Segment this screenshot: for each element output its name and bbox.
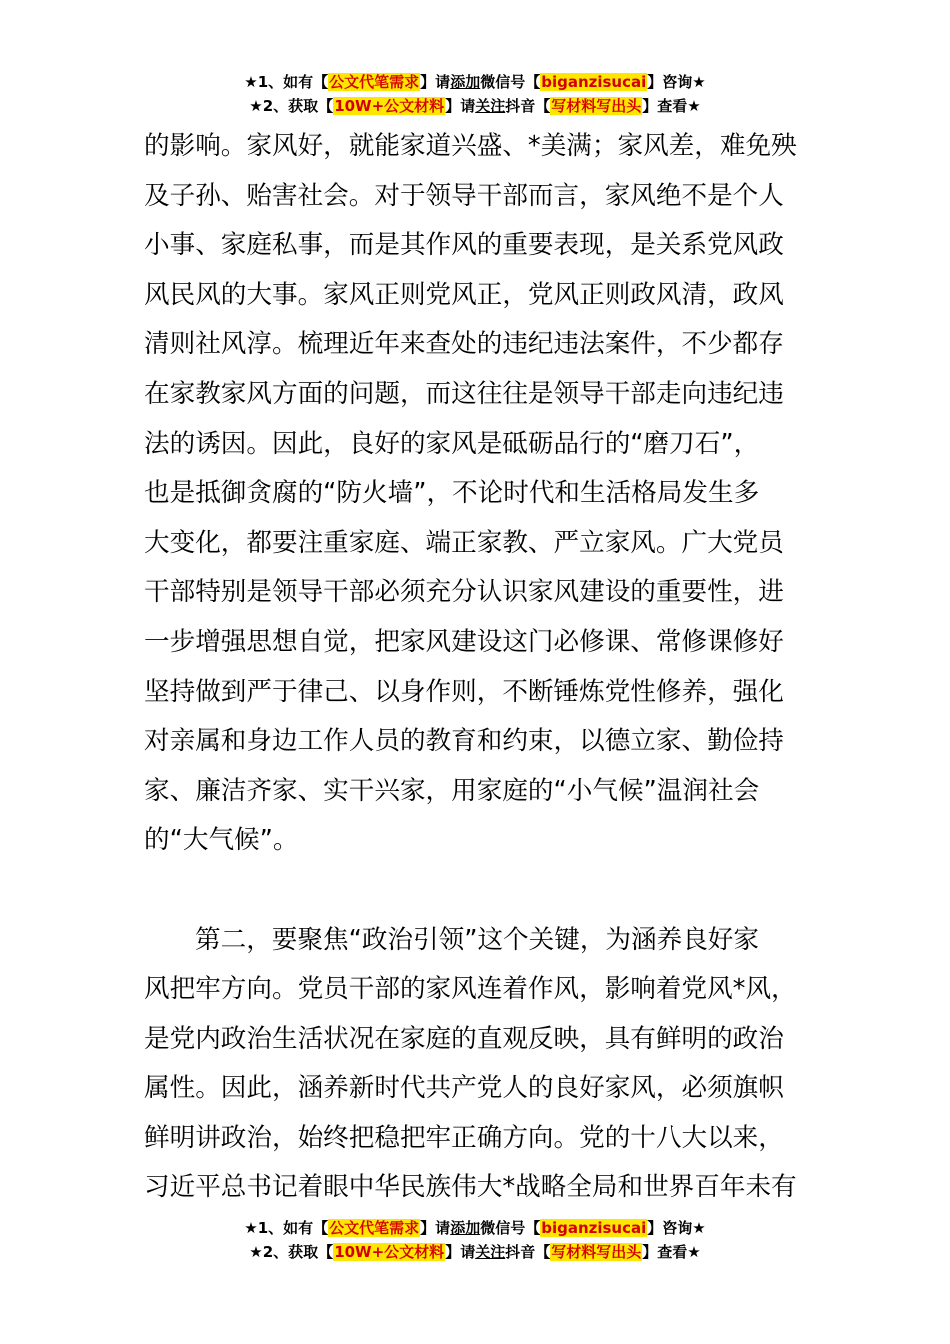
text-line: 在家教家风方面的问题，而这往往是领导干部走向违纪违 xyxy=(144,378,784,409)
text-line: 风民风的大事。家风正则党风正，党风正则政风清，政风 xyxy=(144,279,784,310)
text-line: 一步增强思想自觉，把家风建设这门必修课、常修课修好 xyxy=(144,626,784,657)
text-line: 及子孙、贻害社会。对于领导干部而言，家风绝不是个人 xyxy=(144,180,784,211)
paragraph-gap xyxy=(144,866,814,916)
text-line: 家、廉洁齐家、实干兴家，用家庭的“小气候”温润社会 xyxy=(144,775,760,806)
text-line: 清则社风淳。梳理近年来查处的违纪违法案件，不少都存 xyxy=(144,329,784,360)
banner-line-1: ★1、如有【公文代笔需求】请添加微信号【biganzisucai】咨询★ xyxy=(244,73,706,91)
text-line: 干部特别是领导干部必须充分认识家风建设的重要性，进 xyxy=(144,577,784,608)
text-line: 属性。因此，涵养新时代共产党人的良好家风，必须旗帜 xyxy=(144,1073,784,1104)
header-banner xyxy=(0,70,950,118)
banner-highlight: 公文代笔需求 xyxy=(329,73,420,91)
text-line: 的“大气候”。 xyxy=(144,825,299,856)
text-line: 小事、家庭私事，而是其作风的重要表现，是关系党风政 xyxy=(144,230,784,261)
banner-line-2: ★2、获取【10W+公文材料】请关注抖音【写材料写出头】查看★ xyxy=(249,1243,701,1261)
text-line: 风把牢方向。党员干部的家风连着作风，影响着党风*风， xyxy=(144,974,797,1005)
text-line: 大变化，都要注重家庭、端正家教、严立家风。广大党员 xyxy=(144,527,784,558)
banner-line-1: ★1、如有【公文代笔需求】请添加微信号【biganzisucai】咨询★ xyxy=(244,1219,706,1237)
text-line: 鲜明讲政治，始终把稳把牢正确方向。党的十八大以来， xyxy=(144,1122,784,1153)
text-line: 习近平总书记着眼中华民族伟大*战略全局和世界百年未有 xyxy=(144,1172,797,1203)
banner-line-2: ★2、获取【10W+公文材料】请关注抖音【写材料写出头】查看★ xyxy=(249,97,701,115)
text-line: 是党内政治生活状况在家庭的直观反映，具有鲜明的政治 xyxy=(144,1023,784,1054)
text-line: 坚持做到严于律己、以身作则，不断锤炼党性修养，强化 xyxy=(144,676,784,707)
text-line: 对亲属和身边工作人员的教育和约束，以德立家、勤俭持 xyxy=(144,726,784,757)
paragraph-1 xyxy=(144,122,814,866)
document-body xyxy=(144,122,814,1213)
text-line: 也是抵御贪腐的“防火墙”，不论时代和生活格局发生多 xyxy=(144,478,760,509)
footer-banner xyxy=(0,1216,950,1264)
banner-highlight: 10W+公文材料 xyxy=(334,1243,445,1261)
text-line: 第二，要聚焦“政治引领”这个关键，为涵养良好家 xyxy=(195,924,759,955)
paragraph-2 xyxy=(144,916,814,1214)
banner-highlight: biganzisucai xyxy=(541,73,647,91)
banner-highlight: 写材料写出头 xyxy=(551,97,642,115)
text-line: 法的诱因。因此，良好的家风是砥砺品行的“磨刀石”， xyxy=(144,428,760,459)
banner-highlight: 10W+公文材料 xyxy=(334,97,445,115)
text-line: 的影响。家风好，就能家道兴盛、*美满；家风差，难免殃 xyxy=(144,131,797,161)
banner-highlight: 公文代笔需求 xyxy=(329,1219,420,1237)
banner-highlight: 写材料写出头 xyxy=(551,1243,642,1261)
banner-highlight: biganzisucai xyxy=(541,1219,647,1237)
